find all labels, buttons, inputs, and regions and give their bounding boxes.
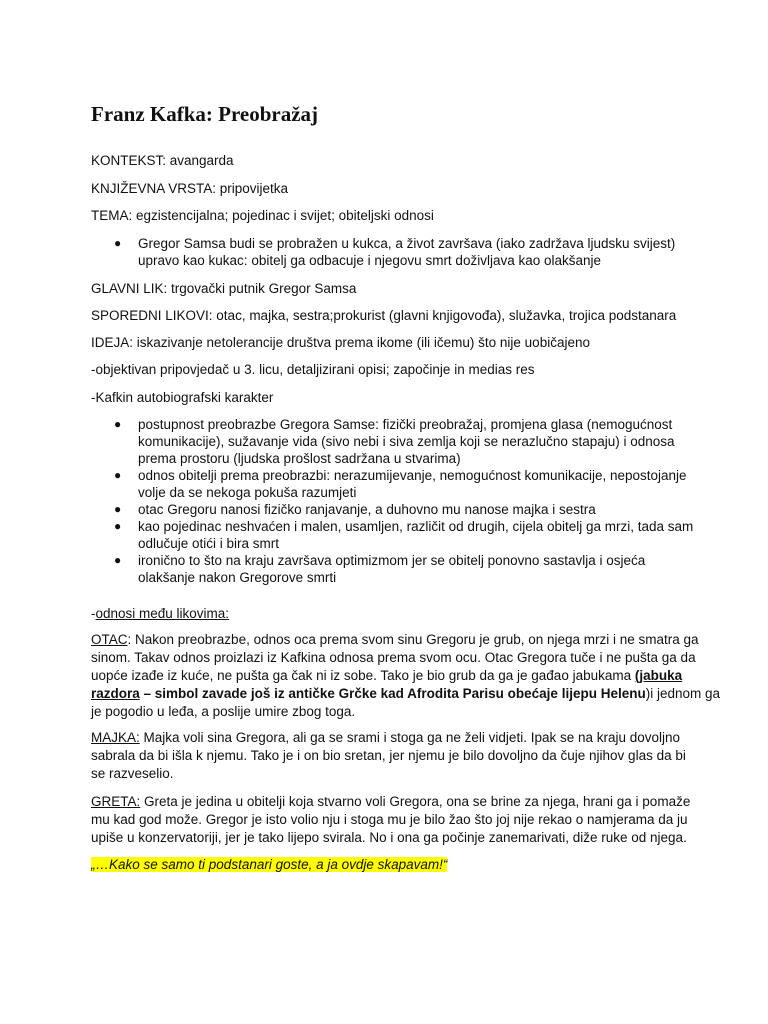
bullet-icon: ● bbox=[114, 553, 122, 567]
odnosi-heading: -odnosi među likovima: bbox=[91, 606, 230, 621]
list-item: ● otac Gregoru nanosi fizičko ranjavanje, a duhovno mu nanose majka i sestra bbox=[114, 502, 596, 517]
section-label-otac: OTAC bbox=[91, 632, 128, 647]
page-title: Franz Kafka: Preobražaj bbox=[91, 102, 319, 126]
bullet-icon: ● bbox=[114, 236, 122, 250]
highlighted-quote: „…Kako se samo ti podstanari goste, a ja ovdje skapavam!“ bbox=[91, 857, 448, 872]
section-label-greta: GRETA: bbox=[91, 794, 141, 809]
bullet-icon: ● bbox=[114, 468, 122, 482]
paragraph-greta: GRETA: Greta je jedina u obitelji koja stvarno voli Gregora, ona se brine za njega, hrani ga i pomaže mu kad god može. Gregor je isto volio nju i stoga mu je bilo žao što joj nije rekao o namjerama da ju upiše u konzervatoriji, jer je tako lijepo svirala. No i ona ga počinje zanemarivati, diže ruke od njega. bbox=[91, 794, 691, 845]
list-item: ● odnos obitelji prema preobrazbi: nerazumijevanje, nemogućnost komunikacije, nepostojanje volje da se nekoga pokuša razumjeti bbox=[114, 468, 687, 500]
list-item: ● kao pojedinac neshvaćen i malen, usamljen, različit od drugih, cijela obitelj ga mrzi, tada sam odlučuje otići i bira smrt bbox=[114, 519, 694, 551]
list-item: ● Gregor Samsa budi se probražen u kukca, a život završava (iako zadržava ljudsku svijest) upravo kao kukac: obitelj ga odbacuje i njegovu smrt doživljava kao olakšanje bbox=[114, 236, 676, 268]
paragraph-otac: OTAC: Nakon preobrazbe, odnos oca prema svom sinu Gregoru je grub, on njega mrzi i ne smatra ga sinom. Takav odnos proizlazi iz Kafkina odnosa prema svom ocu. Otac Gregora tuče i ne pušta ga da uopće izađe iz kuće, ne pušta ga čak ni iz sobe. Tako je bio grub da ga je gađao jabukama (jabuka razdora – simbol zavade još iz antičke Grčke kad Afrodita Parisu obećaje lijepu Helenu)i jednom ga je pogodio u leđa, a poslije umire zbog toga. bbox=[91, 632, 721, 719]
bullet-icon: ● bbox=[114, 417, 122, 431]
section-label-majka: MAJKA: bbox=[91, 730, 140, 745]
paragraph-majka: MAJKA: Majka voli sina Gregora, ali ga se srami i stoga ga ne želi vidjeti. Ipak se na kraju dovoljno sabrala da bi išla k njemu. Tako je i on bio sretan, jer njemu je bilo dovoljno da čuje njihov glas da bi se razveselio. bbox=[91, 730, 686, 781]
karakter-bullet-list bbox=[91, 416, 694, 586]
meta-knjizevna-vrsta: KNJIŽEVNA VRSTA: pripovijetka bbox=[91, 181, 289, 196]
note-pripovjedac: -objektivan pripovjedač u 3. licu, detaljizirani opisi; započinje in medias res bbox=[91, 362, 535, 377]
bullet-icon: ● bbox=[114, 502, 122, 516]
meta-ideja: IDEJA: iskazivanje netolerancije društva prema ikome (ili ičemu) što nije uobičajeno bbox=[91, 335, 590, 350]
tema-bullet-list bbox=[91, 235, 691, 269]
meta-tema: TEMA: egzistencijalna; pojedinac i svijet; obiteljski odnosi bbox=[91, 208, 434, 223]
bullet-icon: ● bbox=[114, 519, 122, 533]
meta-sporedni-likovi: SPOREDNI LIKOVI: otac, majka, sestra;prokurist (glavni knjigovođa), služavka, trojica podstanara bbox=[91, 308, 677, 323]
meta-glavni-lik: GLAVNI LIK: trgovački putnik Gregor Samsa bbox=[91, 281, 357, 296]
list-item: ● postupnost preobrazbe Gregora Samse: fizički preobražaj, promjena glasa (nemogućnost komunikacije), sužavanje vida (sivo nebi i siva zemlja koji se nerazlučno stapaju) i odnosa prema prostoru (ljudska prošlost sadržana u stvarima) bbox=[114, 417, 675, 466]
list-item: ● ironično to što na kraju završava optimizmom jer se obitelj ponovno sastavlja i osjeća olakšanje nakon Gregorove smrti bbox=[114, 553, 646, 585]
note-autobiografski: -Kafkin autobiografski karakter bbox=[91, 390, 274, 405]
meta-kontekst: KONTEKST: avangarda bbox=[91, 153, 234, 168]
